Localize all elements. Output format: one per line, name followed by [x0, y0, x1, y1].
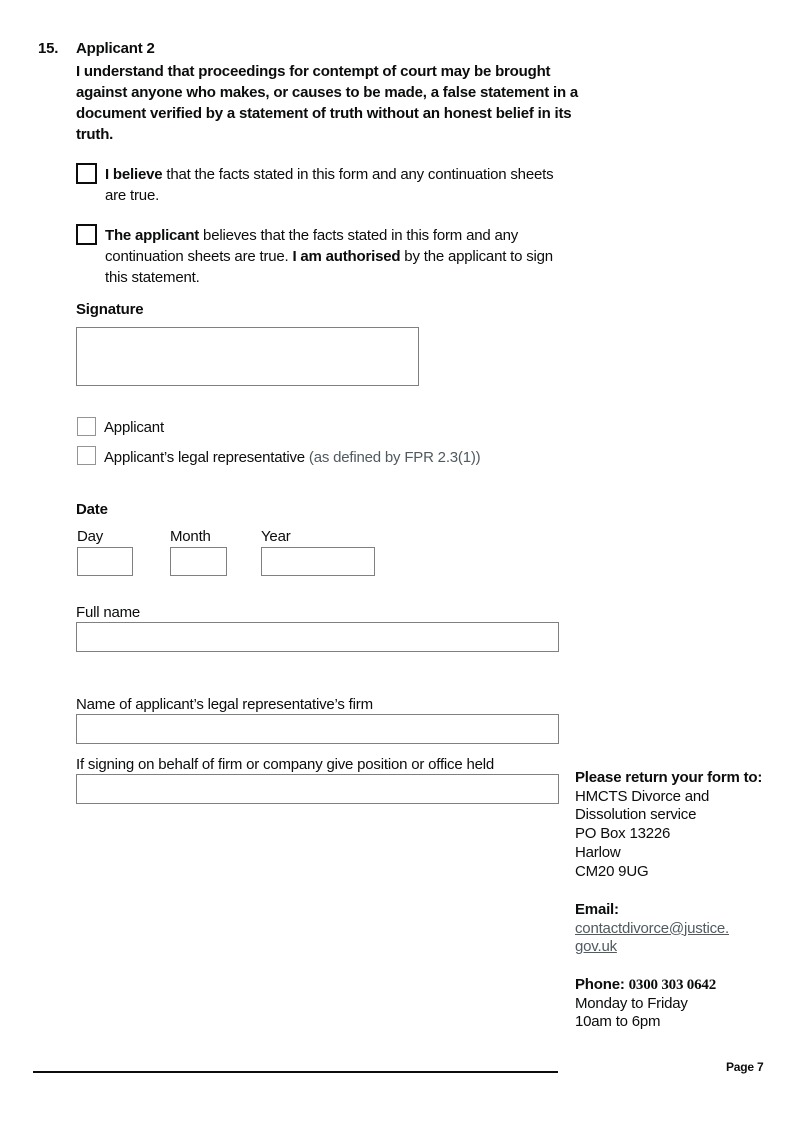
firm-name-input[interactable] — [76, 714, 559, 744]
signature-field[interactable] — [76, 327, 419, 386]
address-line: Harlow — [575, 843, 621, 861]
role-applicant-label: Applicant — [104, 419, 164, 436]
date-label: Date — [76, 501, 108, 518]
month-input[interactable] — [170, 547, 227, 576]
year-label: Year — [261, 528, 291, 545]
year-input[interactable] — [261, 547, 375, 576]
month-label: Month — [170, 528, 211, 545]
role-legal-rep-note: (as defined by FPR 2.3(1)) — [308, 449, 481, 466]
statement-of-truth-text: I understand that proceedings for contempt of court may be brought against anyone who makes, or causes to be made, a false statement in a document verified by a statement of truth without an honest belief in its truth. — [76, 63, 579, 143]
i-believe-rest-text: that the facts stated in this form and any continuation sheets are true. — [105, 166, 554, 204]
signature-label: Signature — [76, 301, 144, 318]
phone-hours-line2: 10am to 6pm — [575, 1013, 661, 1031]
phone-block — [575, 976, 785, 1032]
position-input[interactable] — [76, 774, 559, 804]
email-block — [575, 901, 785, 957]
role-legal-rep-text: Applicant’s legal representative — [104, 449, 309, 466]
i-believe-checkbox-label — [105, 164, 567, 206]
position-label: If signing on behalf of firm or company give position or office held — [76, 756, 495, 773]
i-believe-bold-text: I believe — [105, 166, 163, 183]
phone-label: Phone: — [575, 976, 629, 993]
i-believe-checkbox[interactable] — [76, 163, 97, 184]
address-line: CM20 9UG — [575, 862, 649, 880]
role-legal-rep-checkbox[interactable] — [77, 446, 96, 465]
full-name-input[interactable] — [76, 622, 559, 652]
role-applicant-checkbox[interactable] — [77, 417, 96, 436]
applicant-believes-checkbox-label — [105, 225, 553, 288]
return-address-heading: Please return your form to: — [575, 769, 763, 786]
email-label: Email: — [575, 901, 619, 918]
day-input[interactable] — [77, 547, 133, 576]
email-link-line1[interactable]: contactdivorce@justice. — [575, 919, 730, 937]
address-line: PO Box 13226 — [575, 825, 671, 843]
applicant-believes-checkbox[interactable] — [76, 224, 97, 245]
phone-number: 0300 303 0642 — [628, 977, 717, 993]
page-number: Page 7 — [726, 1060, 764, 1074]
section-title: Applicant 2 — [76, 40, 155, 57]
firm-name-label: Name of applicant’s legal representative’s firm — [76, 696, 373, 713]
authorised-bold-text: I am authorised — [292, 248, 401, 265]
return-address-block — [575, 769, 785, 881]
phone-hours-line1: Monday to Friday — [575, 994, 688, 1012]
authorised-rest-text: by the applicant to sign this statement. — [105, 248, 553, 286]
email-link-line2[interactable]: gov.uk — [575, 938, 617, 956]
role-legal-rep-label — [104, 447, 584, 468]
section-number: 15. — [38, 40, 59, 57]
footer-divider — [33, 1071, 558, 1073]
address-line: Dissolution service — [575, 806, 697, 824]
full-name-label: Full name — [76, 604, 141, 621]
address-line: HMCTS Divorce and — [575, 787, 710, 805]
the-applicant-bold-text: The applicant — [105, 227, 200, 244]
phone-line — [575, 976, 785, 995]
day-label: Day — [77, 528, 104, 545]
applicant-believes-rest-text: believes that the facts stated in this form and any continuation sheets are true. — [105, 227, 519, 265]
